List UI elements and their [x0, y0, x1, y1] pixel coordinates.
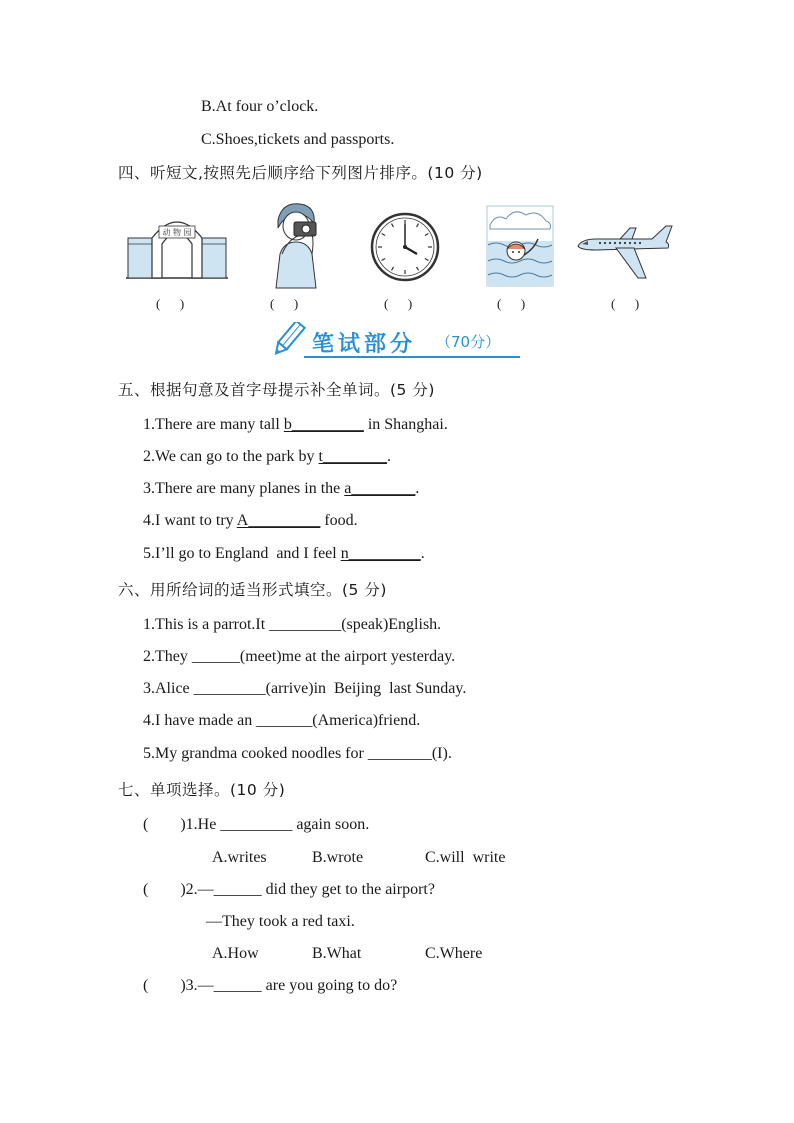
s5-item-1 [143, 415, 448, 435]
s6-item-1: 1.This is a parrot.It _________(speak)English. [143, 616, 442, 633]
option-c: C.Shoes,tickets and passports. [201, 131, 395, 148]
banner-title: 笔试部分 [312, 332, 417, 357]
s6-item-3: 3.Alice _________(arrive)in Beijing last Sunday. [143, 680, 467, 697]
s5-item-4-blank[interactable]: A_________ [236, 512, 321, 529]
s5-item-5-blank[interactable]: n_________ [340, 545, 421, 562]
q2-reply: —They took a red taxi. [206, 913, 355, 930]
s5-item-4 [143, 511, 358, 531]
zoo-gate-picture [126, 210, 228, 282]
q1-stem: ( )1.He _________ again soon. [143, 816, 370, 833]
s5-item-5 [143, 544, 425, 564]
s5-item-3 [143, 479, 419, 499]
q1-option-b[interactable]: B.wrote [312, 849, 364, 866]
q2-option-b[interactable]: B.What [312, 945, 362, 962]
banner-score: （70分） [436, 333, 501, 351]
s5-item-3-post: . [415, 480, 420, 497]
s5-item-3-pre: 3.There are many planes in the [143, 480, 345, 497]
s5-item-2-blank[interactable]: t________ [318, 448, 387, 465]
swimming-picture [486, 205, 554, 287]
s6-item-2: 2.They ______(meet)me at the airport yesterday. [143, 648, 456, 665]
clock-picture [370, 212, 440, 282]
q1-option-a[interactable]: A.writes [212, 849, 267, 866]
option-b: B.At four o’clock. [201, 98, 319, 115]
written-part-banner [270, 322, 530, 360]
airplane-picture [574, 222, 674, 282]
q2-option-a[interactable]: A.How [212, 945, 259, 962]
section7-heading: 七、单项选择。(10 分) [118, 781, 286, 799]
s5-item-2-pre: 2.We can go to the park by [143, 448, 319, 465]
answer-blank-1[interactable]: ( ) [156, 296, 185, 311]
s5-item-1-blank[interactable]: b_________ [283, 416, 364, 433]
s5-item-1-post: in Shanghai. [363, 416, 448, 433]
section4-heading: 四、听短文,按照先后顺序给下列图片排序。(10 分) [118, 164, 483, 182]
answer-blank-4[interactable]: ( ) [497, 296, 526, 311]
s6-item-4: 4.I have made an _______(America)friend. [143, 712, 421, 729]
section5-heading: 五、根据句意及首字母提示补全单词。(5 分) [118, 381, 435, 399]
s5-item-2 [143, 447, 391, 467]
s5-item-4-post: food. [320, 512, 358, 529]
q2-option-c[interactable]: C.Where [425, 945, 483, 962]
q2-stem: ( )2.—______ did they get to the airport? [143, 881, 435, 898]
s5-item-2-post: . [387, 448, 391, 465]
s5-item-4-pre: 4.I want to try [143, 512, 237, 529]
s5-item-5-post: . [420, 545, 425, 562]
s6-item-5: 5.My grandma cooked noodles for ________(I). [143, 745, 452, 762]
person-with-camera-picture [268, 200, 328, 290]
s5-item-1-pre: 1.There are many tall [143, 416, 284, 433]
s5-item-5-pre: 5.I’ll go to England and I feel [143, 545, 341, 562]
section6-heading: 六、用所给词的适当形式填空。(5 分) [118, 581, 387, 599]
answer-blank-3[interactable]: ( ) [384, 296, 413, 311]
q1-option-c[interactable]: C.will write [425, 849, 506, 866]
answer-blank-2[interactable]: ( ) [270, 296, 299, 311]
zoo-sign-text: 动 物 园 [162, 228, 192, 237]
q3-stem: ( )3.—______ are you going to do? [143, 977, 398, 994]
answer-blank-5[interactable]: ( ) [611, 296, 640, 311]
s5-item-3-blank[interactable]: a________ [344, 480, 416, 497]
